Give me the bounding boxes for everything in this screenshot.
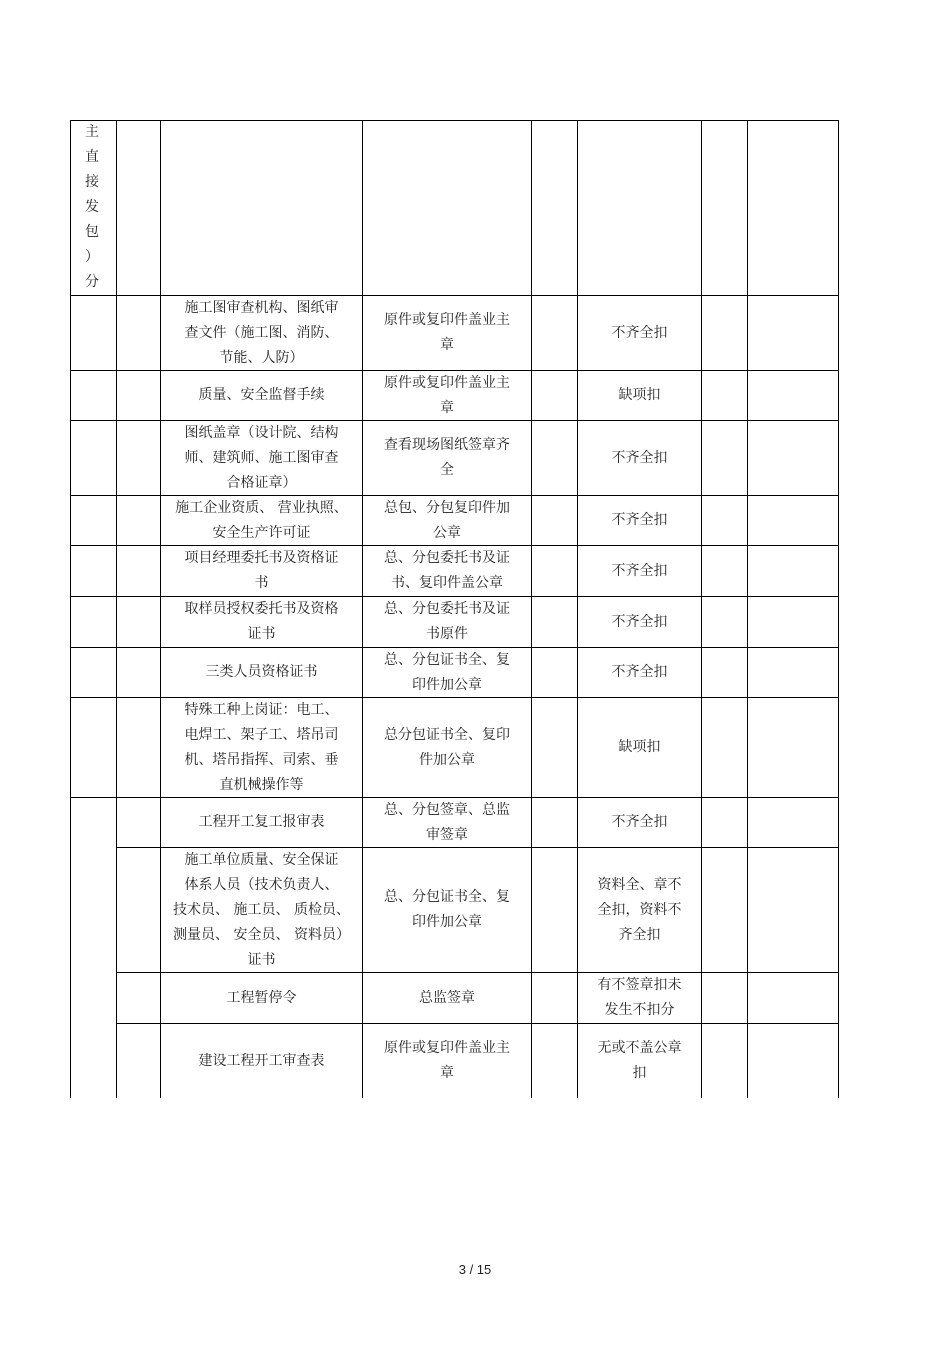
page-number: 3 / 15 [458, 1262, 492, 1277]
deduction-rule-cell: 不齐全扣 [611, 449, 668, 466]
column-line [838, 120, 839, 1098]
deduction-rule-cell: 无或不盖公章 扣 [597, 1040, 682, 1081]
check-item-cell: 项目经理委托书及资格证 书 [184, 550, 339, 591]
deduction-rule-cell: 不齐全扣 [611, 613, 668, 630]
check-item-cell: 建设工程开工审查表 [198, 1052, 325, 1069]
column-line [531, 120, 532, 1098]
table-border-top [70, 120, 839, 121]
deduction-rule-cell: 有不签章扣未 发生不扣分 [597, 977, 682, 1018]
deduction-rule-cell: 缺项扣 [618, 739, 661, 755]
deduction-rule-cell: 不齐全扣 [611, 324, 668, 341]
vertical-label-char: ） [85, 249, 99, 265]
check-method-cell: 总、分包委托书及证 书原件 [384, 601, 510, 642]
vertical-category-label [71, 120, 113, 295]
deduction-rule-cell: 缺项扣 [618, 387, 661, 403]
deduction-rule-cell: 不齐全扣 [611, 814, 668, 830]
check-method-cell: 总、分包委托书及证 书、复印件盖公章 [384, 550, 510, 591]
vertical-label-char: 分 [85, 274, 99, 290]
vertical-label-char: 包 [85, 224, 99, 240]
check-item-cell: 特殊工种上岗证：电工、 电焊工、架子工、塔吊司 机、塔吊指挥、司索、垂 直机械操作等 [184, 701, 339, 793]
check-item-cell: 图纸盖章（设计院、结构 师、建筑师、施工图审查 合格证章） [184, 424, 339, 491]
check-method-cell: 总、分包证书全、复 印件加公章 [384, 889, 510, 930]
check-item-cell: 施工企业资质、 营业执照、 安全生产许可证 [175, 499, 348, 541]
check-item-cell: 三类人员资格证书 [205, 664, 318, 680]
check-method-cell: 总监签章 [419, 989, 475, 1006]
deduction-rule-cell: 不齐全扣 [611, 512, 668, 528]
check-method-cell: 总分包证书全、复印 件加公章 [384, 726, 510, 768]
deduction-rule-cell: 不齐全扣 [611, 562, 668, 579]
check-method-cell: 原件或复印件盖业主 章 [384, 374, 510, 416]
check-item-cell: 施工单位质量、安全保证 体系人员（技术负责人、 技术员、 施工员、 质检员、 测量员、 安全员、 资料员） 证书 [173, 851, 350, 968]
check-item-cell: 工程暂停令 [226, 989, 297, 1006]
column-line [747, 120, 748, 1098]
vertical-label-char: 发 [85, 199, 99, 215]
check-item-cell: 工程开工复工报审表 [198, 814, 325, 830]
vertical-label-char: 主 [85, 124, 99, 140]
check-method-cell: 查看现场图纸签章齐 全 [384, 437, 510, 478]
vertical-label-char: 接 [85, 174, 99, 190]
check-method-cell: 原件或复印件盖业主 章 [384, 312, 510, 353]
deduction-rule-cell: 不齐全扣 [611, 664, 668, 680]
column-line [701, 120, 702, 1098]
check-item-cell: 取样员授权委托书及资格 证书 [184, 601, 339, 642]
check-item-cell: 质量、安全监督手续 [198, 387, 325, 403]
check-method-cell: 总、分包签章、总监 审签章 [384, 801, 510, 843]
deduction-rule-cell: 资料全、章不 全扣，资料不 齐全扣 [597, 876, 682, 943]
check-method-cell: 原件或复印件盖业主 章 [384, 1040, 510, 1081]
check-method-cell: 总、分包证书全、复 印件加公章 [384, 651, 510, 693]
check-method-cell: 总包、分包复印件加 公章 [384, 499, 510, 541]
check-item-cell: 施工图审查机构、图纸审 查文件（施工图、消防、 节能、人防） [184, 299, 339, 366]
column-line [116, 120, 117, 1098]
vertical-label-char: 直 [85, 149, 99, 165]
